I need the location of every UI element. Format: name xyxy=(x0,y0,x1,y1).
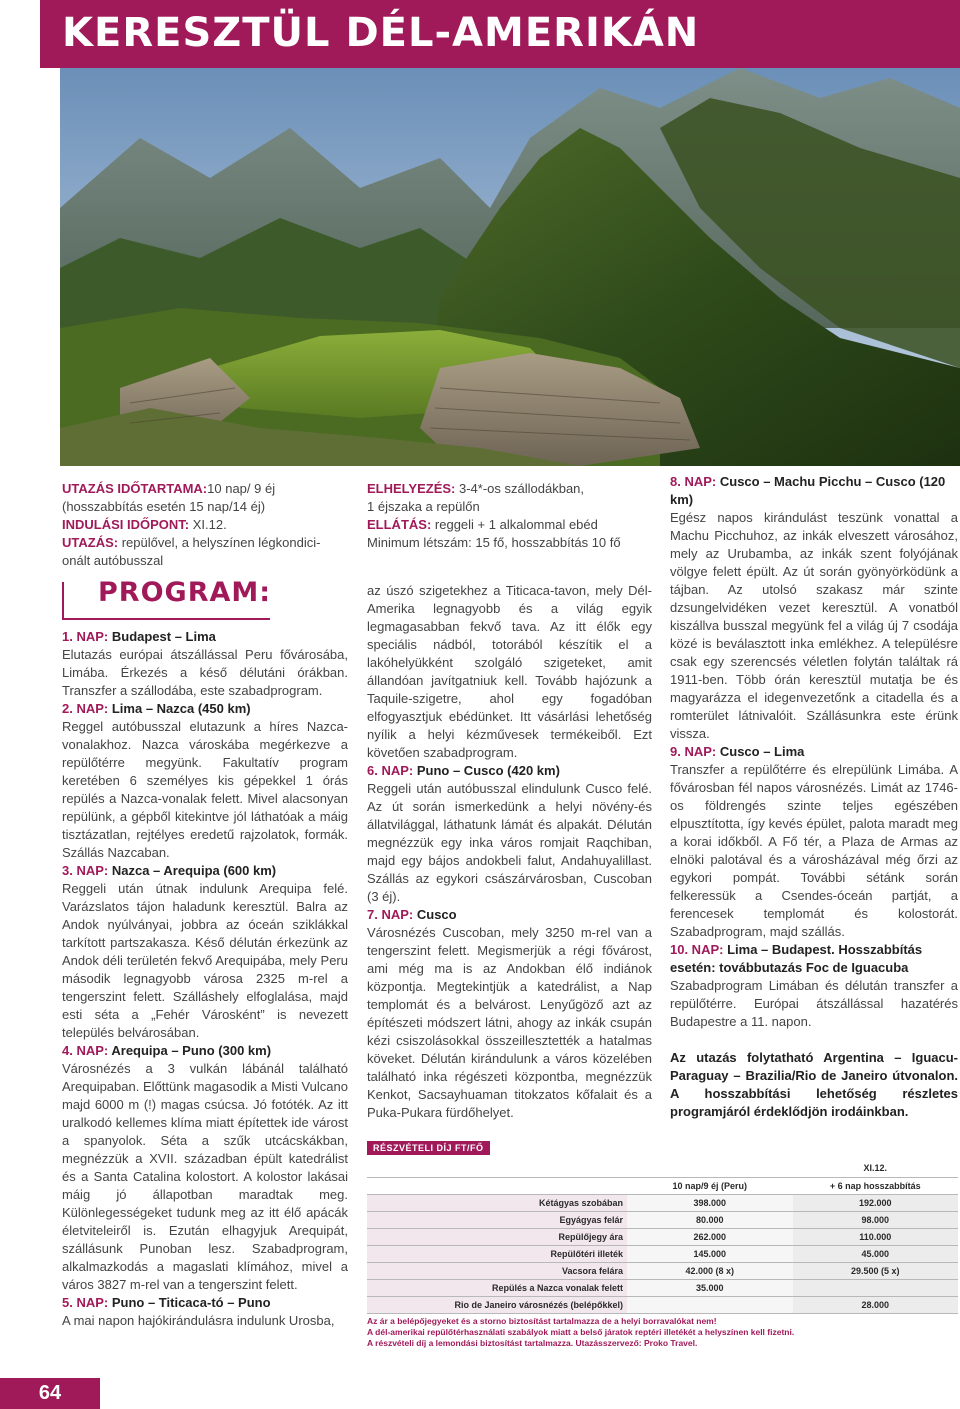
day-5-text: A mai napon hajókirándulásra indulunk Urosba, xyxy=(62,1313,335,1328)
right-column xyxy=(670,473,958,1121)
travel-value: repülővel, a helyszínen légkondici-onált autóbusszal xyxy=(62,535,321,568)
minimum-participants: Minimum létszám: 15 fő, hosszabbítás 10 fő xyxy=(367,535,621,550)
day-8-text: Egész napos kirándulást teszünk vonattal a Machu Picchuhoz, az inkák elveszett városához, mely az Urubamba, az inkák szent folyójának völgye felett épült. Az út során gyönyörködünk a tájban. Az utolsó szakasz már szinte dzsungelvidéken vezet keresztül. A vonatból kiszállva busszal megyünk fel a világ új 7 csodája közé is beválasztott inka emlékhez. A településre csak egy szerencsés véletlen folytán találtak rá 1911-ben. Több órán keresztül mutatja be és magyarázza el idegenvezetőnk a citadella és a romterület látnivalóit. Szállásunkra este érünk vissza. xyxy=(670,510,958,741)
table-row: Repülés a Nazca vonalak felett 35.000 xyxy=(367,1279,958,1296)
table-row: Egyágyas felár 80.000 98.000 xyxy=(367,1211,958,1228)
travel-label: UTAZÁS: xyxy=(62,535,119,550)
price-label: RÉSZVÉTELI DÍJ FT/FŐ xyxy=(367,1141,490,1155)
departure-value: XI.12. xyxy=(192,517,227,532)
title-bar xyxy=(40,0,960,68)
day-2-heading: 2. NAP: Lima – Nazca (450 km) xyxy=(62,701,251,716)
page-number: 64 xyxy=(0,1378,100,1409)
day-6-heading: 6. NAP: Puno – Cusco (420 km) xyxy=(367,763,560,778)
price-note: Az ár a belépőjegyeket és a storno biztosítást tartalmazza de a helyi borravalókat nem! xyxy=(367,1315,717,1326)
left-column xyxy=(62,480,348,1330)
table-row: Kétágyas szobában 398.000 192.000 xyxy=(367,1194,958,1211)
price-table xyxy=(367,1160,958,1314)
table-row: Repülőjegy ára 262.000 110.000 xyxy=(367,1228,958,1245)
stay-label: ELHELYEZÉS: xyxy=(367,481,456,496)
price-section xyxy=(367,1138,958,1349)
price-note: A részvételi díj a lemondási biztosítást tartalmazza. Utazásszervező: Proko Travel. xyxy=(367,1337,698,1348)
day-6-text: Reggeli után autóbusszal elindulunk Cusco felé. Az út során ismerkedünk a helyi növény-és állatvilággal, láthatunk lámát és alpakát. Délután megnézzük egy inka város romjait Raqchiban, majd egy bájos andokbeli falut, Andahuyalillast. Szállás az egykori császárvárosban, Cuscoban (3 éj). xyxy=(367,781,652,904)
day-4-text: Városnézés a 3 vulkán lábánál található Arequipaban. Előttünk magasodik a Misti Vulcano majd 6000 m (!) magas csúcsa. Jó fotóték. Az itt uralkodó kellemes klíma miatt építettek ide várost a spanyolok. Séta a szűk utcácskákban, megnézzük a XVII. században épült katedrálist és a Santa Catalina kolostort. A kolostor lakásai máig jó állapotban maradtak meg. Különlegességeket tudunk meg az itt élő apácák életviteleiről is. Ezután elhagyjuk Arequipát, szállásunk Punoban lesz. Szabadprogram, alkalmazkodás a magaslati klímához, mivel a város 3827 m-rel van a tengerszint felett. xyxy=(62,1061,348,1292)
table-row: Vacsora felára 42.000 (8 x) 29.500 (5 x) xyxy=(367,1262,958,1279)
day-8-heading: 8. NAP: Cusco – Machu Picchu – Cusco (120 km) xyxy=(670,474,946,507)
duration-extension: (hosszabbítás esetén 15 nap/14 éj) xyxy=(62,499,266,514)
day-9-heading: 9. NAP: Cusco – Lima xyxy=(670,744,805,759)
program-title: PROGRAM: xyxy=(98,577,272,608)
day-7-heading: 7. NAP: Cusco xyxy=(367,907,457,922)
stay-line2: 1 éjszaka a repülőn xyxy=(367,499,480,514)
day-4-heading: 4. NAP: Arequipa – Puno (300 km) xyxy=(62,1043,272,1058)
day-3-text: Reggeli után útnak indulunk Arequipa felé. Varázslatos tájon haladunk keresztül. Balra az Andok nyúlványai, jobbra az óceán sziklákkal tarkított partszakasza. Késő délután érkezünk az Andok déli területén fekvő Arequipába, mely Peru második legnagyobb városa 2325 m-rel a tengerszint felett. Szálláshely elfoglalása, majd esti séta a „Fehér Városként” is nevezett település belvárosában. xyxy=(62,881,348,1040)
day-5-continued: az úszó szigetekhez a Titicaca-tavon, mely Dél-Amerika legnagyobb és a világ egyik legmagasabban fekvő tava. Az itt élők egy speciális nádból, totorából készítik el a lakóhelyükként szolgáló szigeteket, amit állandóan javítgatniuk kell. Tovább hajózunk a Taquile-szigetre, ahol egy fogadóban elfogyasztjuk ebédünket. Itt vásárlási lehetőség nyílik a helyi kézművesek termékeiből. Ezt követően szabadprogram. xyxy=(367,583,652,760)
stay-value: 3-4*-os szállodákban, xyxy=(459,481,585,496)
day-3-heading: 3. NAP: Nazca – Arequipa (600 km) xyxy=(62,863,277,878)
day-10-text: Szabadprogram Limában és délután transzfer a repülőtérre. Európai átszállással hazatérés Budapestre a 11. napon. xyxy=(670,978,958,1029)
price-date: XI.12. xyxy=(793,1160,959,1177)
price-note: A dél-amerikai repülőtérhasználati szabályok miatt a belső járatok reptéri illetékét a helyszínen kell fizetni. xyxy=(367,1326,795,1337)
program-heading xyxy=(62,578,348,628)
table-row: Repülőtéri illeték 145.000 45.000 xyxy=(367,1245,958,1262)
day-1-text: Elutazás európai átszállással Peru fővárosába, Limába. Érkezés a késő délutáni órákban. Transzfer a szállodába, este szabadprogram. xyxy=(62,647,348,698)
day-9-text: Transzfer a repülőtérre és elrepülünk Limába. A fővárosban fél napos városnézés. Limát az 1746-os földrengés szinte teljes egészében elpusztította, így kevés épület, palota maradt meg a korai időkből. A Fő tér, a Plaza de Armas az elnöki palotával és a városházával még őrzi az egykori pompát. További sétánk során felkeressük a Csendes-óceán partját, a ferencesek templomát és kolostorát. Szabadprogram, majd szállás. xyxy=(670,762,958,939)
day-10-heading: 10. NAP: Lima – Budapest. Hosszabbítás esetén: továbbutazás Foc de Iguacuba xyxy=(670,942,923,975)
extension-note: Az utazás folytatható Argentina – Iguacu-Paraguay – Brazilia/Rio de Janeiro útvonalon. A hosszabbítási lehetőség részletes programjáról érdeklődjön irodáinkban. xyxy=(670,1050,958,1119)
price-notes xyxy=(367,1316,958,1349)
departure-label: INDULÁSI IDŐPONT: xyxy=(62,517,190,532)
machu-picchu-image xyxy=(60,68,960,466)
middle-column xyxy=(367,480,652,1122)
day-7-text: Városnézés Cuscoban, mely 3250 m-rel van a tengerszint felett. Megismerjük a régi fővárost, ami még ma is az Andokban élő indiánok központja. Megtekintjük a katedrálist, a Nap templomát és a belvárost. Lenyűgöző azt az építészeti módszert látni, ahogy az inkák csupán kézi csiszolásokkal összeillesztették a hatalmas köveket. Délután kirándulunk a város közelében található inka régészeti központba, megnézzük Kenkot, Sacsayhuaman titokzatos kőfalait és a Puka-Pukara fürdőhelyet. xyxy=(367,925,652,1120)
day-5-heading: 5. NAP: Puno – Titicaca-tó – Puno xyxy=(62,1295,271,1310)
day-2-text: Reggel autóbusszal elutazunk a híres Nazca-vonalakhoz. Nazca városkába megérkezve a repülőtérre megyünk. Fakultatív program keretében 6 személyes kis gépekkel 1 órás repülés a Nazca-vonalak felett. Mivel alacsonyan repülünk, a gépből kitekintve jól láthatóak a máig tisztázatlan, rejtélyes eredetű rajzolatok, formák. Szállás Nazcaban. xyxy=(62,719,348,860)
day-1-heading: 1. NAP: Budapest – Lima xyxy=(62,629,216,644)
price-col2-header: + 6 nap hosszabbítás xyxy=(793,1177,959,1194)
meals-value: reggeli + 1 alkalommal ebéd xyxy=(434,517,598,532)
duration-label: UTAZÁS IDŐTARTAMA: xyxy=(62,481,208,496)
machu-picchu-photo xyxy=(60,68,960,466)
page-title: KERESZTÜL DÉL-AMERIKÁN xyxy=(62,10,700,56)
duration-value: 10 nap/ 9 éj xyxy=(207,481,276,496)
meals-label: ELLÁTÁS: xyxy=(367,517,432,532)
price-col1-header: 10 nap/9 éj (Peru) xyxy=(627,1177,792,1194)
table-row: Rio de Janeiro városnézés (belépőkkel) 28.000 xyxy=(367,1296,958,1313)
